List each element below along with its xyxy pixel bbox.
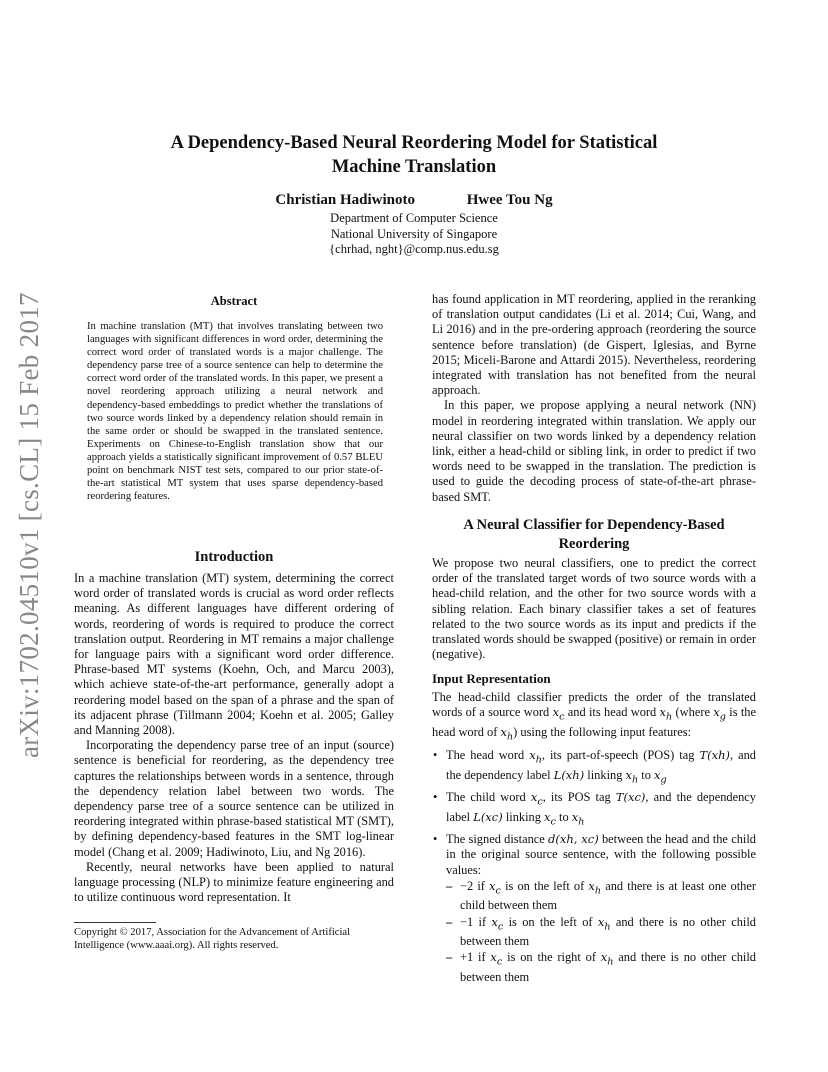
footnote-divider xyxy=(74,922,156,923)
list-item: – +1 if $x_c$ is on the right of $x_h$ and there is no other child between them xyxy=(446,950,756,985)
paragraph: The head-child classifier predicts the order of the translated words of a source word $x_c$ and its head word $x_h$ (where $x_g$ is the head word of $x_h$) using the following input features: xyxy=(432,690,756,742)
arxiv-identifier[interactable]: arXiv:1702.04510v1 [cs.CL] 15 Feb 2017 xyxy=(14,292,44,758)
department: Department of Computer Science xyxy=(330,211,498,225)
paragraph: has found application in MT reordering, applied in the reranking of translation output candidates (Li et al. 2014; Cui, Wang, and Li 2016) and in the pre-ordering approach (reordering the source sentence before translation) (de Gispert, Iglesias, and Byrne 2015; Miceli-Barone and Attardi 2015). Nevertheless, reordering integrated with translation has not benefited from the neural approach. xyxy=(432,292,756,398)
author-name: Hwee Tou Ng xyxy=(466,192,553,208)
list-item: • The signed distance d(xh, xc) between the head and the child in the original source sentence, with the following possible values: – −2 if $x_c$ is on the left of $x_h$ and there is at least one other child between them – −1 if $x_c$ is on the left of $x_h$ and there is no other child between them – +1 if $x_c$ is on the right of $x_h$ and there is no other child between them xyxy=(432,832,756,985)
neural-classifier-body xyxy=(432,556,756,662)
author-list xyxy=(150,192,678,209)
abstract-heading: Abstract xyxy=(210,294,258,308)
university: National University of Singapore xyxy=(330,226,498,241)
email: {chrhad, nght}@comp.nus.edu.sg xyxy=(329,242,499,256)
paper-title: A Dependency-Based Neural Reordering Model for Statistical Machine Translation xyxy=(170,133,658,177)
feature-list xyxy=(432,748,756,985)
abstract-text: In machine translation (MT) that involves translating between two languages with significant differences in word order, determining the correct word order of translated words is a major challenge. The dependency parse tree of a source sentence can help to determine the correct word order of the translated words. In this paper, we present a novel reordering approach utilizing a neural network and dependency-based embeddings to predict whether the translations of two source words linked by a dependency relation should remain in the same order or should be swapped in the translated sentence. Experiments on Chinese-to-English translation show that our approach yields a statistically significant improvement of 0.57 BLEU point on benchmark NIST test sets, compared to our prior state-of-the-art statistical MT system that uses sparse dependency-based reordering features. xyxy=(87,321,383,503)
affiliation-block xyxy=(150,211,678,258)
copyright-footnote: Copyright © 2017, Association for the Advancement of Artificial Intelligence (www.aaai.org). All rights reserved. xyxy=(74,927,351,952)
paragraph: In this paper, we propose applying a neural network (NN) model in reordering integrated within translation. We apply our neural classifier on two words linked by a dependency relation link, either a head-child or sibling link, in order to predict if two words need to be swapped in the translation. The prediction is used to guide the decoding process of state-of-the-art phrase-based SMT. xyxy=(432,398,756,504)
list-item: • The head word $x_h$, its part-of-speech (POS) tag T(xh), and the dependency label L(xh) linking $x_h$ to $x_g$ xyxy=(432,748,756,787)
paragraph: Incorporating the dependency parse tree of an input (source) sentence is beneficial for reordering, as the dependency tree captures the relationships between words in a sentence, through the dependency relation label between two words. The dependency parse tree of a source sentence can be utilized in reordering integrated within phrase-based statistical MT (SMT), by defining dependency-based features in the SMT log-linear model (Chang et al. 2009; Hadiwinoto, Liu, and Ng 2016). xyxy=(74,738,394,859)
paragraph: We propose two neural classifiers, one to predict the correct order of the translated target words of two source words with a head-child relation, and the other for two source words with a sibling relation. Each binary classifier takes a set of features related to the two source words as its input and predicts if the translated words should be swapped (positive) or remain in order (negative). xyxy=(432,556,756,662)
distance-values-list xyxy=(446,879,756,985)
input-representation-heading: Input Representation xyxy=(432,671,551,686)
list-item: – −2 if $x_c$ is on the left of $x_h$ and there is at least one other child between them xyxy=(446,879,756,914)
introduction-heading: Introduction xyxy=(194,549,274,565)
author-name: Christian Hadiwinoto xyxy=(275,192,415,208)
introduction-continued xyxy=(432,292,756,505)
introduction-body xyxy=(74,571,394,905)
paragraph: Recently, neural networks have been applied to natural language processing (NLP) to minimize feature engineering and to utilize continuous word representation. It xyxy=(74,859,394,905)
list-item: • The child word $x_c$, its POS tag T(xc), and the dependency label L(xc) linking $x_c$ to $x_h$ xyxy=(432,790,756,829)
paragraph: In a machine translation (MT) system, determining the correct word order of translated words is crucial as word order reflects meaning. As different languages have different ordering of words, reordering of words is required to produce the correct translation output. Reordering in MT remains a major challenge for language pairs with a significant word order difference. Phrase-based MT systems (Koehn, Och, and Marcu 2003), which achieve state-of-the-art performance, generally adopt a reordering model based on the span of a phrase and the span of its adjacent phrase (Tillmann 2004; Koehn et al. 2005; Galley and Manning 2008). xyxy=(74,571,394,738)
input-representation-body xyxy=(432,690,756,988)
list-item: – −1 if $x_c$ is on the left of $x_h$ and there is no other child between them xyxy=(446,915,756,950)
neural-classifier-heading: A Neural Classifier for Dependency-Based Reordering xyxy=(463,517,725,552)
